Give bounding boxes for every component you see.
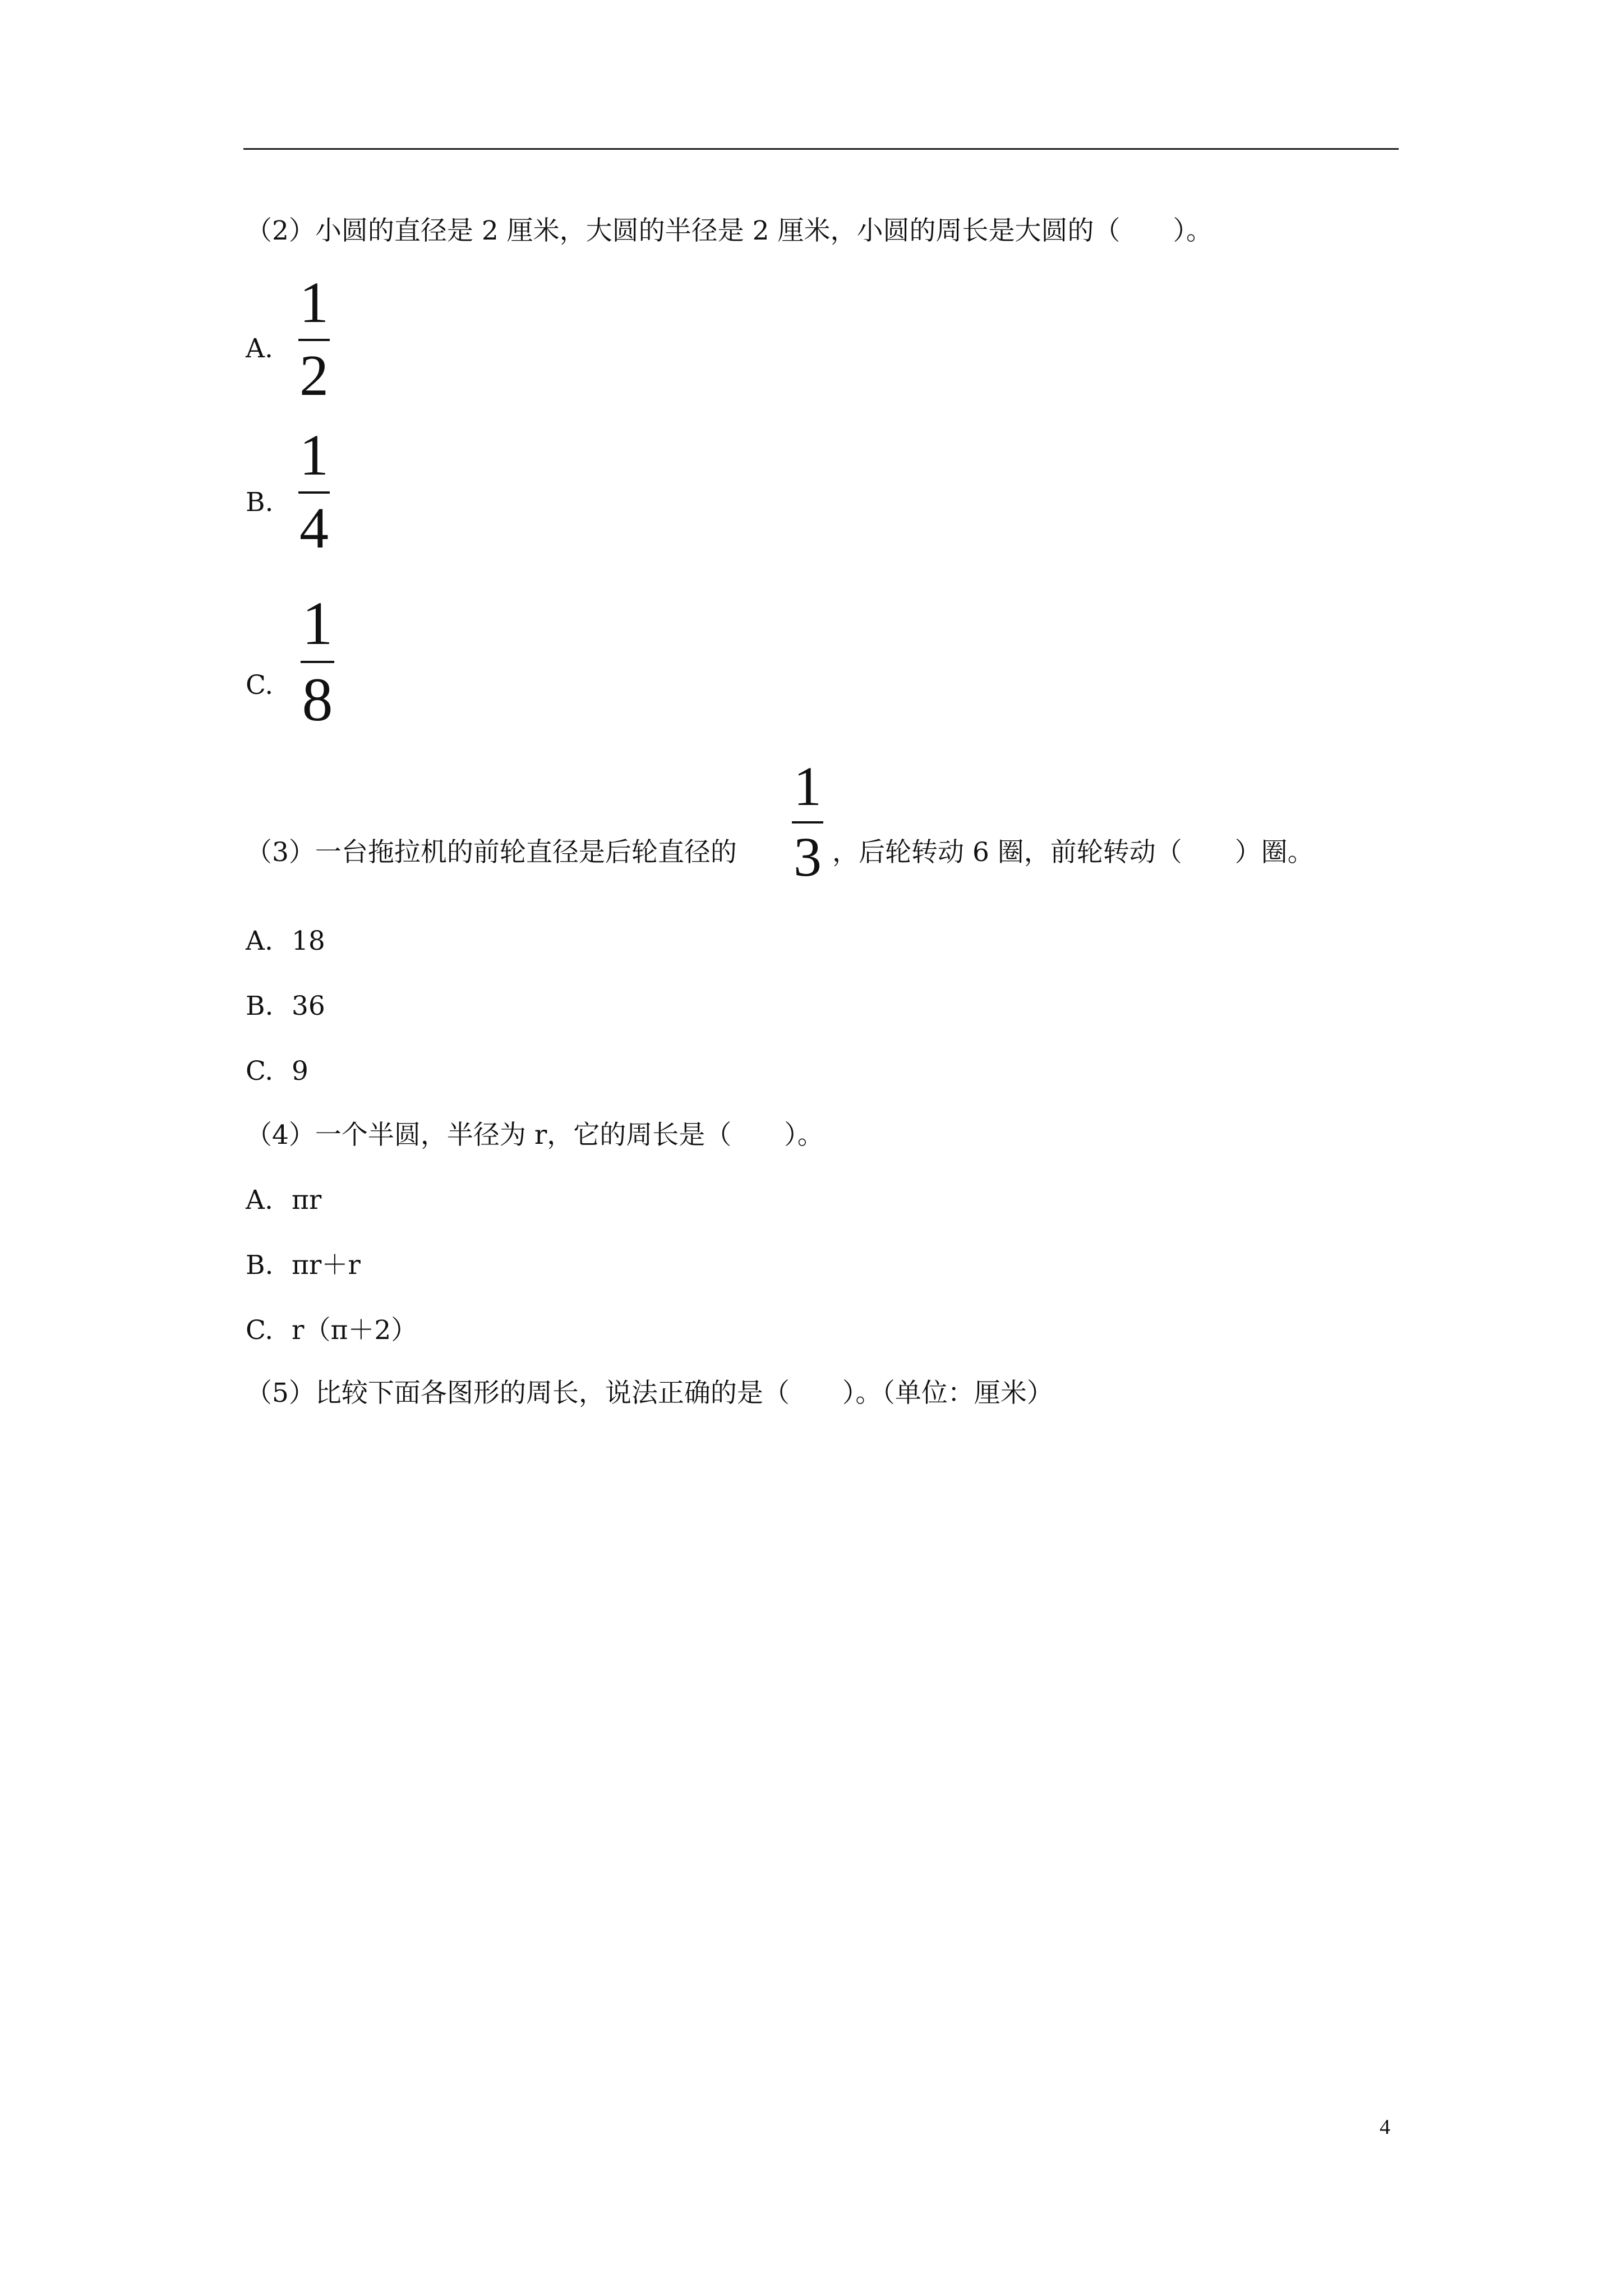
- fraction-denominator: 3: [794, 826, 822, 888]
- fraction-numerator: 1: [794, 755, 822, 817]
- option-letter: A.: [246, 1185, 273, 1216]
- question-3-fraction: [792, 755, 823, 888]
- q2-option-a[interactable]: [246, 335, 292, 362]
- q3-option-c[interactable]: [246, 1056, 308, 1087]
- option-value: 36: [292, 991, 325, 1022]
- q2-option-b[interactable]: [246, 489, 292, 516]
- option-value: r（π＋2）: [292, 1315, 418, 1346]
- fraction-bar: [298, 339, 330, 341]
- option-letter: C.: [246, 1056, 274, 1087]
- q4-option-b[interactable]: [246, 1250, 361, 1281]
- fraction-denominator: 4: [299, 496, 329, 560]
- question-4-text: （4）一个半圆，半径为 r，它的周长是（ ）。: [246, 1120, 824, 1151]
- page-number: 4: [1380, 2115, 1390, 2139]
- fraction-denominator: 8: [302, 665, 333, 734]
- fraction-numerator: 1: [302, 589, 333, 657]
- q2-option-c-fraction: [301, 589, 334, 734]
- question-5-text: （5）比较下面各图形的周长，说法正确的是（ ）。（单位：厘米）: [246, 1378, 1053, 1409]
- option-value: πr: [292, 1185, 322, 1216]
- option-value: 9: [292, 1056, 308, 1087]
- header-rule: [243, 148, 1399, 150]
- question-3-text-after: ，后轮转动 6 圈，前轮转动（ ）圈。: [832, 837, 1314, 868]
- fraction-bar: [298, 491, 330, 494]
- q4-option-c[interactable]: [246, 1315, 418, 1346]
- q2-option-c[interactable]: [246, 670, 292, 701]
- option-letter: B.: [246, 487, 274, 518]
- q2-option-b-fraction: [298, 423, 330, 560]
- q2-option-a-fraction: [298, 270, 330, 408]
- q3-option-b[interactable]: [246, 991, 325, 1022]
- q3-option-a[interactable]: [246, 928, 325, 954]
- option-letter: B.: [246, 1250, 274, 1281]
- fraction-numerator: 1: [299, 423, 329, 487]
- option-value: 18: [292, 926, 325, 956]
- option-letter: C.: [246, 1315, 274, 1346]
- fraction-numerator: 1: [299, 270, 329, 335]
- option-value: πr＋r: [292, 1250, 361, 1281]
- q4-option-a[interactable]: [246, 1185, 322, 1216]
- fraction-denominator: 2: [299, 343, 329, 408]
- question-2-text: （2）小圆的直径是 2 厘米，大圆的半径是 2 厘米，小圆的周长是大圆的（ ）。: [246, 215, 1212, 246]
- option-letter: C.: [246, 670, 274, 701]
- fraction-bar: [792, 821, 823, 823]
- option-letter: A.: [246, 333, 273, 364]
- fraction-bar: [301, 661, 334, 663]
- option-letter: A.: [246, 926, 273, 956]
- question-3-text-before: （3）一台拖拉机的前轮直径是后轮直径的: [246, 837, 737, 868]
- option-letter: B.: [246, 991, 274, 1022]
